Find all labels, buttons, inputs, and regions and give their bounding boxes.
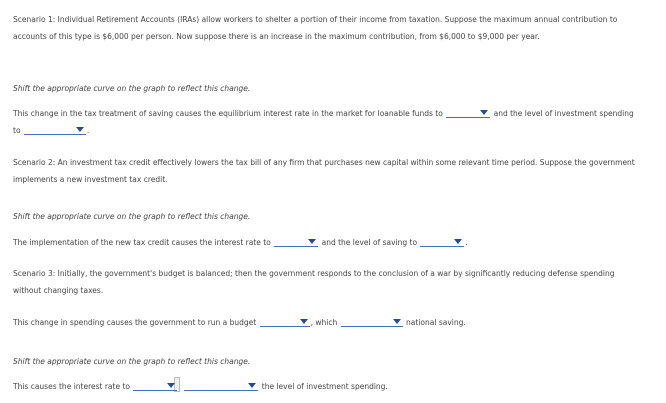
- s2-interest-rate-dropdown[interactable]: [274, 236, 318, 247]
- scenario2-instruction: Shift the appropriate curve on the graph to reflect this change.: [13, 212, 251, 221]
- scenario1-q-part1: This change in the tax treatment of saving causes the equilibrium interest rate in the market for loanable funds to: [13, 109, 443, 118]
- scenario2-text: Scenario 2: An investment tax credit effectively lowers the tax bill of any firm that purchases new capital within some relevant time period. Suppose the government implements a new investment tax credit.: [13, 158, 635, 184]
- chevron-down-icon: [76, 127, 84, 132]
- scenario3-question2: [13, 377, 636, 395]
- scenario3-q-part3: national saving.: [406, 318, 466, 327]
- s1-investment-dropdown[interactable]: [24, 124, 86, 135]
- scenario3-text: Scenario 3: Initially, the government's budget is balanced; then the government responds to the conclusion of a war by significantly reducing defense spending without changing taxes.: [13, 269, 615, 295]
- scenario1-question: [13, 105, 636, 139]
- scenario2-q-end: .: [465, 238, 468, 247]
- s3-national-saving-dropdown[interactable]: [341, 316, 403, 327]
- scenario3-q-part2: , which: [310, 318, 338, 327]
- s2-saving-dropdown[interactable]: [420, 236, 464, 247]
- chevron-down-icon: [167, 383, 175, 388]
- scenario1-q-part2: and the level of investment spending to: [13, 109, 634, 135]
- s3-investment-dropdown[interactable]: [184, 380, 258, 391]
- chevron-down-icon: [393, 319, 401, 324]
- scenario2-q-part1: The implementation of the new tax credit causes the interest rate to: [13, 238, 271, 247]
- s3-budget-dropdown[interactable]: [260, 316, 310, 327]
- scenario3-q2-part2: the level of investment spending.: [261, 382, 388, 391]
- scenario3-instruction: Shift the appropriate curve on the graph to reflect this change.: [13, 357, 251, 366]
- scenario3-q-part1: This change in spending causes the government to run a budget: [13, 318, 257, 327]
- chevron-down-icon: [248, 383, 256, 388]
- s1-interest-rate-dropdown[interactable]: [446, 107, 490, 118]
- scenario1-text: Scenario 1: Individual Retirement Accounts (IRAs) allow workers to shelter a portion of their income from taxation. Suppose the maximum annual contribution to accounts of this type is $6,000 per person. Now suppose there is an increase in the maximum contribution, from $6,000 to $9,000 per year.: [13, 15, 618, 41]
- scenario1-instruction: Shift the appropriate curve on the graph to reflect this change.: [13, 84, 251, 93]
- chevron-down-icon: [454, 239, 462, 244]
- scenario2-question: [13, 234, 636, 251]
- scenario3-q2-part1: This causes the interest rate to: [13, 382, 130, 391]
- scenario3-question: [13, 314, 636, 331]
- s3-interest-rate-dropdown[interactable]: [133, 380, 177, 391]
- chevron-down-icon: [480, 110, 488, 115]
- chevron-down-icon: [308, 239, 316, 244]
- scenario1-q-end: .: [86, 126, 90, 135]
- chevron-down-icon: [300, 319, 308, 324]
- scenario2-q-part2: and the level of saving to: [321, 238, 418, 247]
